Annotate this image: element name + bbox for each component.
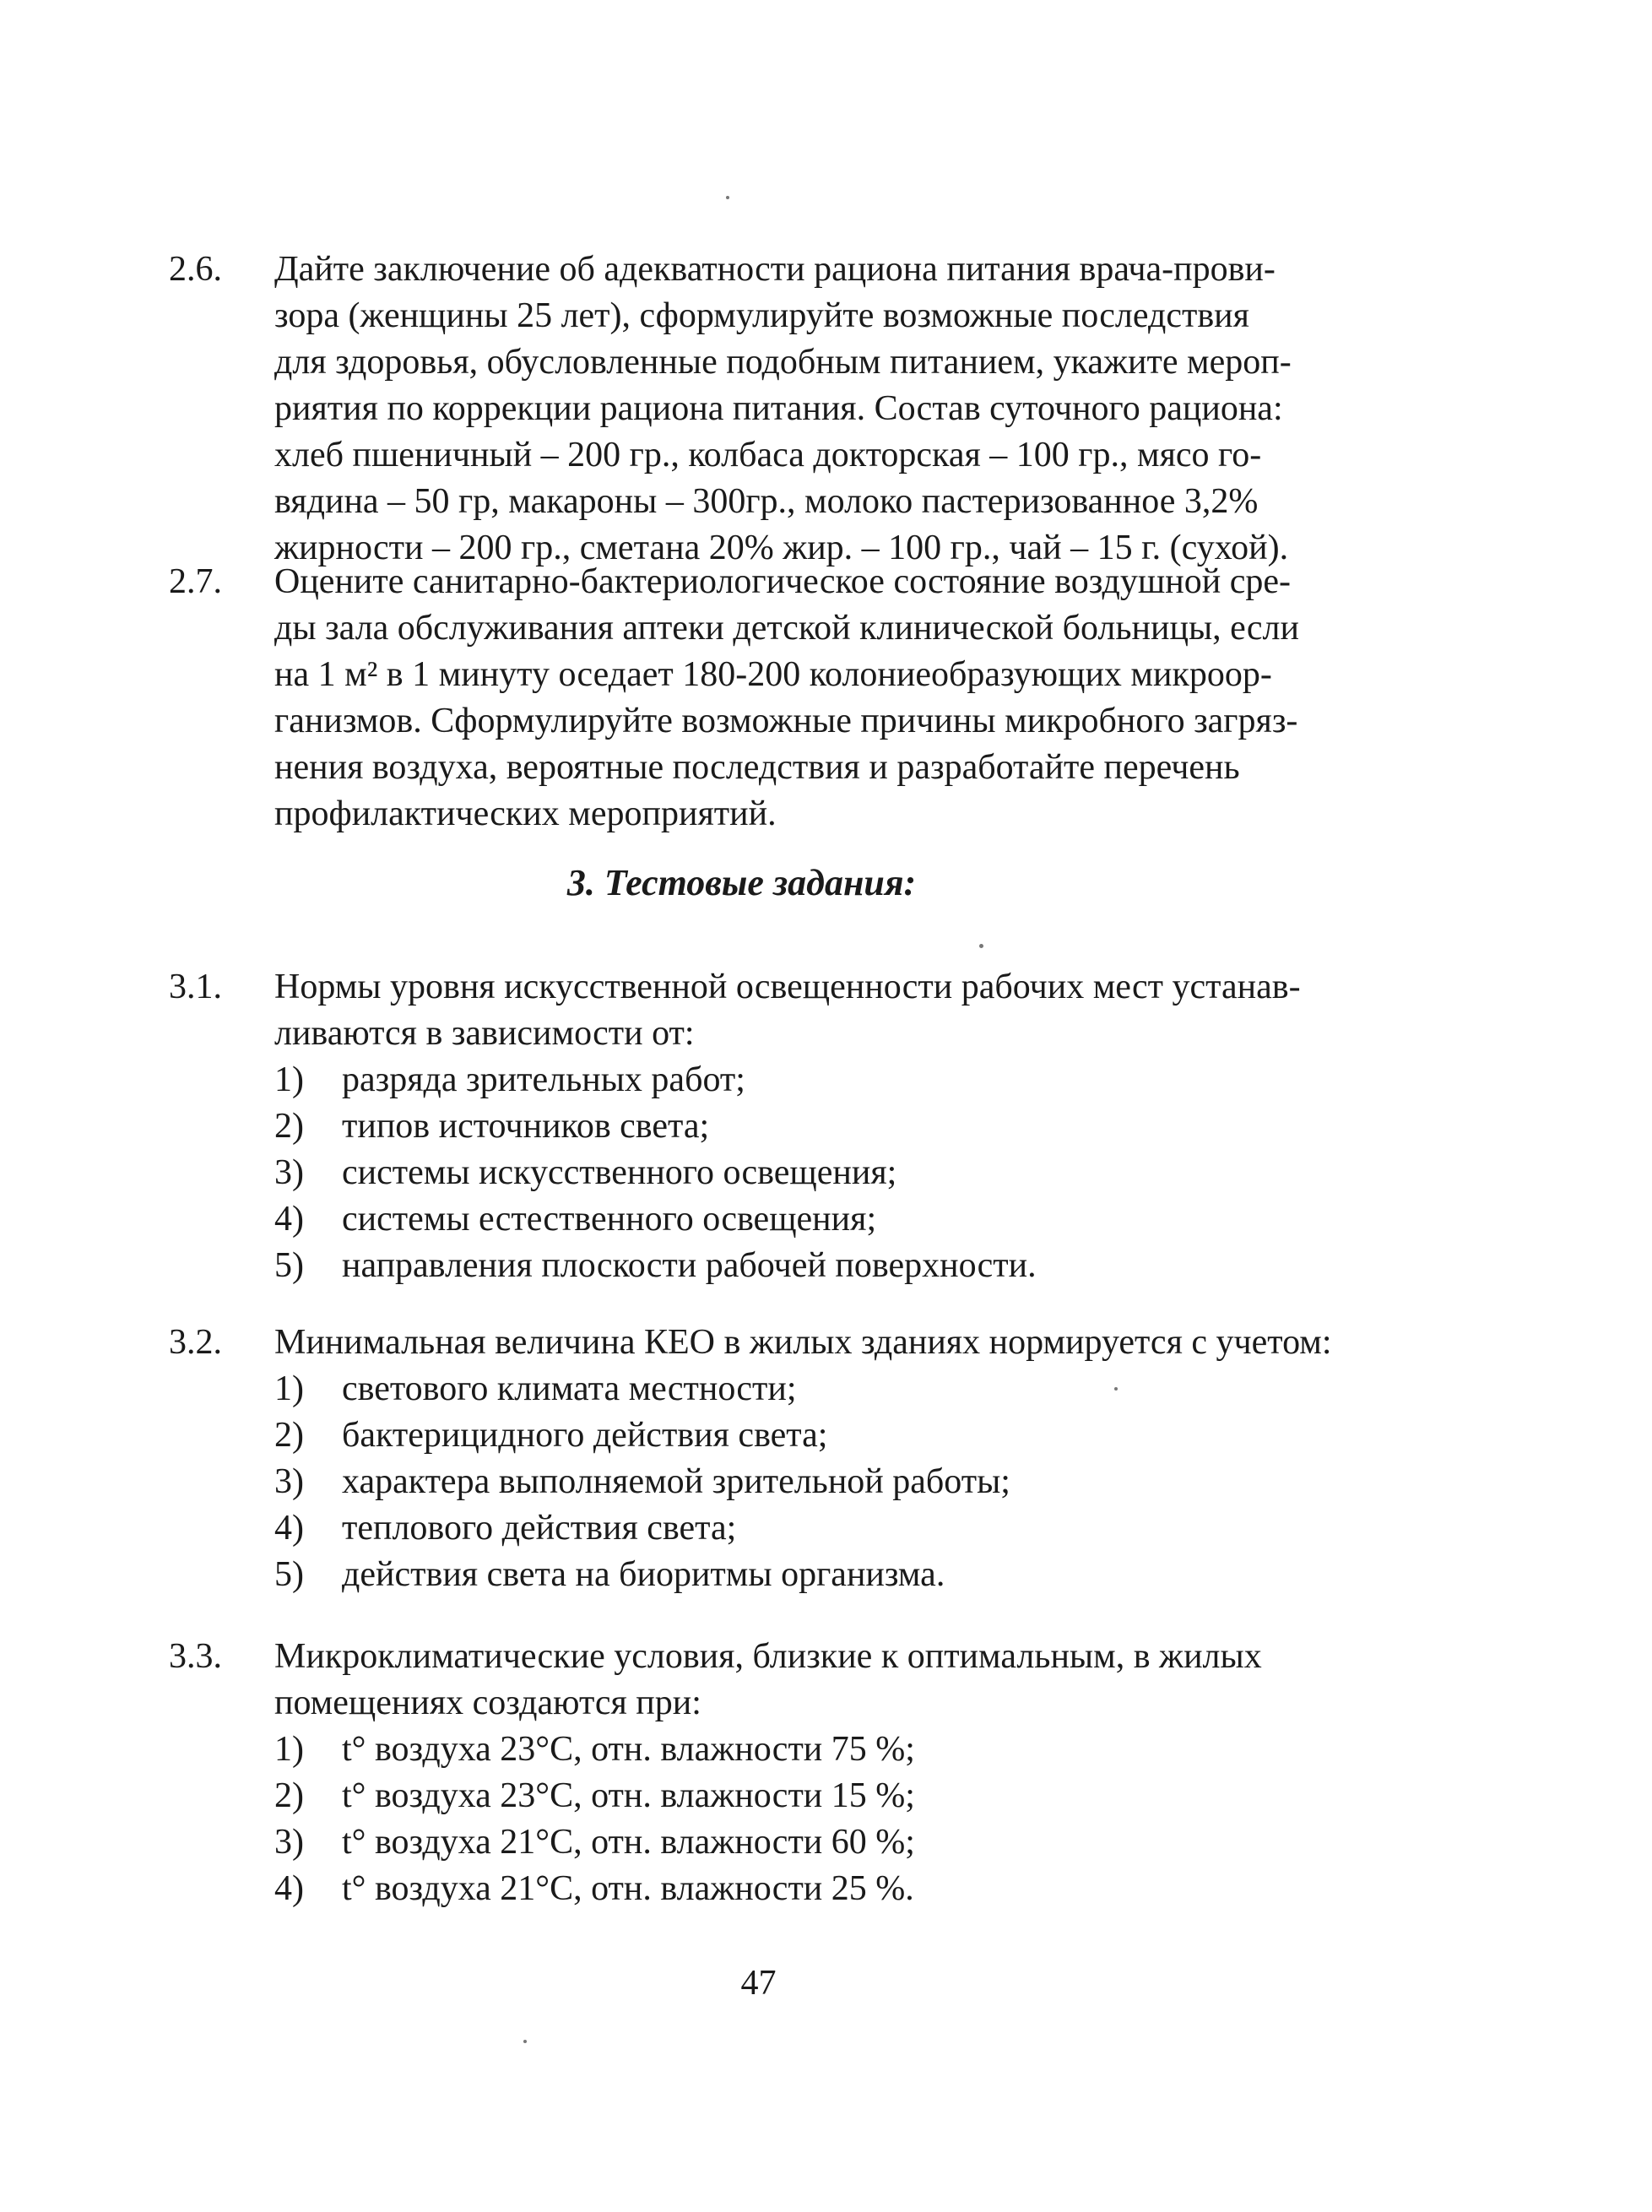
answer-options: [274, 1057, 1203, 1289]
answer-option: 2) бактерицидного действия света;: [274, 1416, 828, 1455]
question-text: [274, 1320, 1332, 1366]
text-line: Нормы уровня искусственной освещенности рабочих мест устанав-: [274, 968, 1301, 1006]
answer-option: 1) t° воздуха 23°С, отн. влажности 75 %;: [274, 1730, 915, 1769]
text-line: Микроклиматические условия, близкие к оптимальным, в жилых: [274, 1637, 1262, 1676]
answer-option: 4) системы естественного освещения;: [274, 1200, 877, 1239]
answer-option: 3) t° воздуха 21°С, отн. влажности 60 %;: [274, 1823, 915, 1862]
answer-option: 4) t° воздуха 21°С, отн. влажности 25 %.: [274, 1869, 914, 1908]
section-title: 3. Тестовые задания:: [566, 862, 917, 903]
page-number: 47: [740, 1964, 777, 2003]
text-line: риятия по коррекции рациона питания. Состав суточного рациона:: [274, 389, 1283, 428]
text-line: жирности – 200 гр., сметана 20% жир. – 100 гр., чай – 15 г. (сухой).: [274, 529, 1289, 567]
scan-speck: [726, 196, 729, 199]
scan-speck: [979, 944, 983, 948]
answer-option: 1) разряда зрительных работ;: [274, 1060, 745, 1099]
text-line: Дайте заключение об адекватности рациона питания врача-прови-: [274, 250, 1276, 289]
text-line: нения воздуха, вероятные последствия и разработайте перечень: [274, 748, 1240, 787]
scan-speck: [1114, 1387, 1118, 1391]
answer-option: 5) действия света на биоритмы организма.: [274, 1555, 945, 1594]
text-line: вядина – 50 гр, макароны – 300гр., молоко пастеризованное 3,2%: [274, 482, 1259, 521]
task-number: 2.7.: [169, 562, 222, 601]
task-number: 2.6.: [169, 250, 222, 289]
scan-speck: [523, 2040, 527, 2043]
question-text: [274, 1634, 1317, 1727]
answer-option: 3) системы искусственного освещения;: [274, 1153, 897, 1192]
task-text: [274, 559, 1317, 838]
text-line: Минимальная величина КЕО в жилых зданиях нормируется с учетом:: [274, 1323, 1332, 1362]
question-number: 3.2.: [169, 1323, 222, 1362]
text-line: помещениях создаются при:: [274, 1683, 701, 1722]
answer-options: [274, 1727, 1203, 1912]
text-line: ливаются в зависимости от:: [274, 1014, 695, 1053]
text-line: хлеб пшеничный – 200 гр., колбаса докторская – 100 гр., мясо го-: [274, 436, 1262, 474]
text-line: зора (женщины 25 лет), сформулируйте возможные последствия: [274, 296, 1249, 335]
text-line: для здоровья, обусловленные подобным питанием, укажите мероп-: [274, 343, 1292, 382]
question-number: 3.3.: [169, 1637, 222, 1676]
question-number: 3.1.: [169, 968, 222, 1006]
answer-option: 3) характера выполняемой зрительной работы;: [274, 1462, 1010, 1501]
answer-option: 2) типов источников света;: [274, 1107, 710, 1146]
text-line: Оцените санитарно-бактериологическое состояние воздушной сре-: [274, 562, 1291, 601]
answer-options: [274, 1366, 1203, 1598]
text-line: на 1 м² в 1 минуту оседает 180-200 колониеобразующих микроор-: [274, 655, 1272, 694]
text-line: ды зала обслуживания аптеки детской клинической больницы, если: [274, 609, 1299, 648]
question-text: [274, 964, 1317, 1057]
task-text: [274, 247, 1317, 572]
text-line: профилактических мероприятий.: [274, 794, 777, 833]
answer-option: 2) t° воздуха 23°С, отн. влажности 15 %;: [274, 1776, 915, 1815]
answer-option: 4) теплового действия света;: [274, 1509, 737, 1548]
answer-option: 5) направления плоскости рабочей поверхности.: [274, 1246, 1037, 1285]
text-line: ганизмов. Сформулируйте возможные причины микробного загряз-: [274, 702, 1298, 740]
answer-option: 1) светового климата местности;: [274, 1369, 797, 1408]
